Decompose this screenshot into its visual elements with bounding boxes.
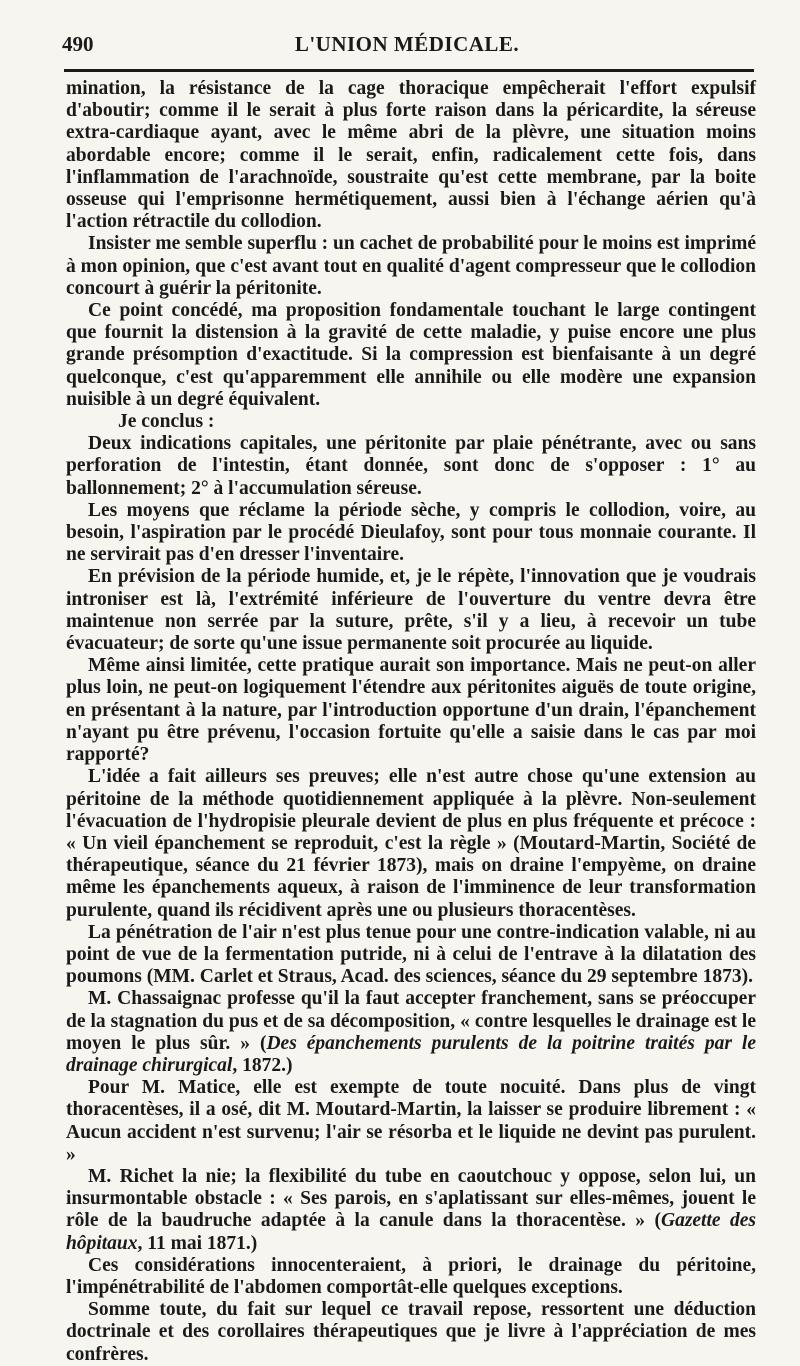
paragraph: mination, la résistance de la cage thoracique empêcherait l'effort expulsif d'aboutir; comme il le serait à plus forte raison dans la péricardite, la séreuse extra-cardiaque ayant, avec le même abri de la plèvre, une situation moins abordable encore; comme il le serait, enfin, radicalement cette fois, dans l'inflammation de l'arachnoïde, soustraite qu'est cette membrane, par la boite osseuse qui l'emprisonne hermétiquement, aussi bien à l'échange aérien qu'à l'action rétractile du collodion. xyxy=(66,78,756,233)
paragraph: Même ainsi limitée, cette pratique aurait son importance. Mais ne peut-on aller plus loin, ne peut-on logiquement l'étendre aux péritonites aiguës de toute origine, en présentant à la nature, par l'introduction opportune d'un drain, l'épanchement n'ayant pu être prévenu, l'occasion fortuite qu'elle a saisie dans le cas par moi rapporté? xyxy=(66,655,756,766)
paragraph: Somme toute, du fait sur lequel ce travail repose, ressortent une déduction doctrinale et des corollaires thérapeutiques que je livre à l'appréciation de mes confrères. xyxy=(66,1299,756,1365)
paragraph: Ces considérations innocenteraient, à priori, le drainage du péritoine, l'impénétrabilité de l'abdomen comportât-elle quelques exceptions. xyxy=(66,1254,756,1298)
paragraph: Les moyens que réclame la période sèche, y compris le collodion, voire, au besoin, l'aspiration par le procédé Dieulafoy, sont pour tous monnaie courante. Il ne servirait pas d'en dresser l'inventaire. xyxy=(66,499,756,566)
citation-tail: , 1872.) xyxy=(232,1054,293,1076)
paragraph-chassaignac xyxy=(66,988,756,1077)
paragraph-text: M. Richet la nie; la flexibilité du tube en caoutchouc y oppose, selon lui, un insurmontable obstacle : « Ses parois, en s'aplatissant sur elles-mêmes, jouent le rôle de la baudruche adaptée à la canule dans la thoracentèse. » ( xyxy=(66,1165,756,1232)
citation-title: Des épanchements purulents de la poitrine traités par le drainage chirurgical xyxy=(66,1032,756,1076)
paragraph-richet xyxy=(66,1166,756,1255)
citation-title: Gazette des hôpitaux xyxy=(66,1210,756,1254)
citation-tail: , 11 mai 1871.) xyxy=(137,1232,258,1254)
running-title: L'UNION MÉDICALE. xyxy=(294,32,520,56)
paragraph: Ce point concédé, ma proposition fondamentale touchant le large contingent que fournit la distension à la gravité de cette maladie, y puise encore une plus grande présomption d'exactitude. Si la compression est bienfaisante à un degré quelconque, c'est qu'apparemment elle annihile ou elle modère une expansion nuisible à un degré équivalent. xyxy=(66,300,756,410)
paragraph: Insister me semble superflu : un cachet de probabilité pour le moins est imprimé à mon opinion, que c'est avant tout en qualité d'agent compresseur que le collodion concourt à guérir la péritonite. xyxy=(66,233,756,299)
page-header xyxy=(62,28,752,62)
paragraph: L'idée a fait ailleurs ses preuves; elle n'est autre chose qu'une extension au péritoine de la méthode quotidiennement appliquée à la plèvre. Non-seulement l'évacuation de l'hydropisie pleurale devient de plus en plus fréquente et précoce : « Un vieil épanchement se reproduit, c'est la règle » (Moutard-Martin, Société de thérapeutique, séance du 21 février 1873), mais on draine l'empyème, on draine même les épanchements aqueux, à raison de l'imminence de leur transformation purulente, quand ils récidivent après une ou plusieurs thoracentèses. xyxy=(66,766,756,921)
paragraph: Pour M. Matice, elle est exempte de toute nocuité. Dans plus de vingt thoracentèses, il a osé, dit M. Moutard-Martin, la laisser se produire librement : « Aucun accident n'est survenu; l'air se résorba et le liquide ne devint pas purulent. » xyxy=(66,1077,756,1165)
header-rule xyxy=(64,69,754,72)
paragraph: La pénétration de l'air n'est plus tenue pour une contre-indication valable, ni au point de vue de la fermentation putride, ni à celui de l'entrave à la dilatation des poumons (MM. Carlet et Straus, Acad. des sciences, séance du 29 septembre 1873). xyxy=(66,921,756,988)
paragraph: En prévision de la période humide, et, je le répète, l'innovation que je voudrais introniser est là, l'extrémité inférieure de l'ouverture du ventre devra être maintenue non serrée par la suture, prête, s'il y a lieu, à recevoir un tube évacuateur; de sorte qu'une issue permanente soit procurée au liquide. xyxy=(66,566,756,655)
paragraph: Deux indications capitales, une péritonite par plaie pénétrante, avec ou sans perforation de l'intestin, étant donnée, sont donc de s'opposer : 1° au ballonnement; 2° à l'accumulation séreuse. xyxy=(66,433,756,499)
paragraph: Je conclus : xyxy=(118,411,215,433)
page-number: 490 xyxy=(62,32,94,56)
paragraph-text: M. Chassaignac professe qu'il la faut accepter franchement, sans se préoccuper de la stagnation du pus et de sa décomposition, « contre lesquelles le drainage est le moyen le plus sûr. » ( xyxy=(66,988,756,1054)
article-body xyxy=(66,78,756,1366)
